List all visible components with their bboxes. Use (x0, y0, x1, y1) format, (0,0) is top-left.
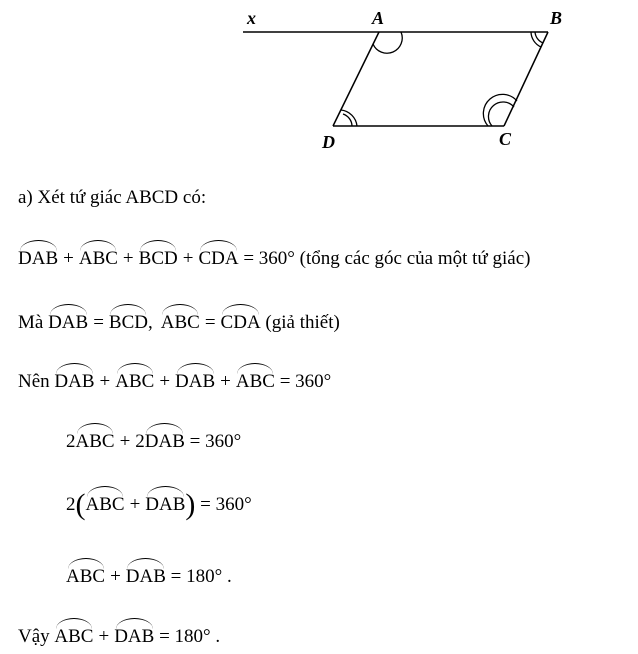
point-label-d: D (322, 132, 335, 152)
equation-rhs: = 180° . (159, 626, 221, 647)
point-label-a: A (372, 8, 385, 28)
equation-line-2 (18, 309, 340, 334)
point-label-b: B (550, 8, 563, 28)
angle-dab: DAB (48, 309, 88, 332)
equals-sign: = (204, 312, 216, 333)
plus-sign: + (119, 431, 131, 452)
equation-line-4 (66, 428, 241, 453)
plus-sign: + (99, 371, 111, 392)
angle-abc: ABC (86, 491, 125, 514)
angle-mark-d-inner (343, 114, 352, 126)
angle-dab: DAB (114, 623, 154, 646)
angle-abc: ABC (236, 368, 275, 391)
equation-rhs: = 180° . (170, 566, 232, 587)
coefficient: 2 (135, 431, 145, 452)
line-prefix: Nên (18, 371, 50, 392)
equals-sign: = (93, 312, 104, 333)
comma: , (148, 312, 153, 333)
equation-note: (tổng các góc của một tứ giác) (299, 248, 531, 269)
side-ad (333, 32, 379, 126)
angle-bcd: BCD (109, 309, 148, 332)
parallelogram-figure (0, 0, 638, 170)
angle-abc: ABC (66, 563, 105, 586)
equation-line-1 (18, 245, 530, 270)
plus-sign: + (182, 248, 194, 269)
equation-line-6 (66, 563, 232, 588)
angle-dab: DAB (175, 368, 215, 391)
equation-rhs: = 360° (243, 248, 295, 269)
right-paren: ) (185, 488, 196, 521)
angle-mark-b-inner (535, 32, 543, 43)
coefficient: 2 (66, 431, 76, 452)
equation-rhs: = 360° (200, 494, 252, 515)
angle-abc: ABC (76, 428, 115, 451)
intro-line (18, 187, 206, 209)
point-label-x: x (247, 8, 256, 28)
angle-abc: ABC (161, 309, 200, 332)
plus-sign: + (220, 371, 231, 392)
angle-dab: DAB (126, 563, 166, 586)
plus-sign: + (63, 248, 74, 269)
side-bc (504, 32, 548, 126)
angle-dab: DAB (145, 428, 185, 451)
angle-bcd: BCD (139, 245, 178, 268)
plus-sign: + (159, 371, 171, 392)
angle-cda: CDA (221, 309, 261, 332)
plus-sign: + (98, 626, 110, 647)
point-label-c: C (499, 129, 512, 149)
angle-dab: DAB (54, 368, 94, 391)
equation-rhs: = 360° (279, 371, 332, 392)
coefficient: 2 (66, 494, 76, 515)
angle-abc: ABC (115, 368, 154, 391)
line-prefix: Vậy (18, 626, 50, 647)
equation-line-5 (66, 488, 252, 522)
conclusion-line (18, 623, 220, 648)
left-paren: ( (75, 488, 86, 521)
plus-sign: + (110, 566, 121, 587)
angle-cda: CDA (198, 245, 238, 268)
angle-dab: DAB (18, 245, 58, 268)
equation-rhs: = 360° (189, 431, 242, 452)
plus-sign: + (129, 494, 141, 515)
intro-text: a) Xét tứ giác ABCD có: (18, 187, 207, 208)
angle-abc: ABC (79, 245, 118, 268)
angle-abc: ABC (54, 623, 93, 646)
equation-note: (giả thiết) (265, 312, 340, 333)
equation-line-3 (18, 368, 331, 393)
plus-sign: + (122, 248, 134, 269)
angle-dab: DAB (145, 491, 185, 514)
line-prefix: Mà (18, 312, 44, 333)
